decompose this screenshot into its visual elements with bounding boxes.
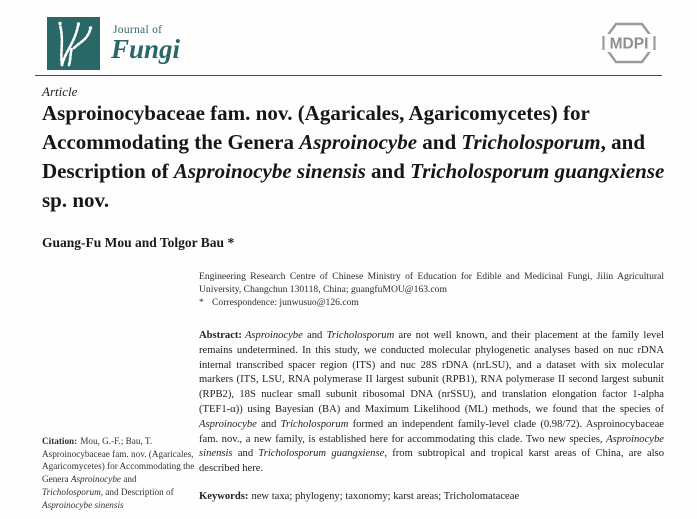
citation-block bbox=[42, 435, 198, 511]
abstract-segment: are not well known, and their placement at the family level remains undetermined. In this study, we conducted molecular phylogenetic analyses based on nuc rDNA internal transcribed spacer region (ITS) and nuc 28S rDNA (nrLSU), and a dataset with six molecular markers (ITS, LSU, RNA polymerase II largest subunit (RPB1), RNA polymerase II second largest subunit (RPB2), 18S nuclear small subunit ribosomal DNA (nrSSU), and translation elongation factor 1-alpha (TEF1-α)) using Bayesian (BA) and Maximum Likelihood (ML) methods, we found that the species of bbox=[199, 330, 664, 415]
abstract-segment: Tricholosporum bbox=[326, 330, 395, 341]
paper-title bbox=[42, 99, 668, 215]
abstract-segment: Tricholosporum guangxiense bbox=[258, 448, 385, 460]
title-segment: Asproinocybaceae fam. nov. (Agaricales, Agaricomycetes) for Accommodating the Genera bbox=[42, 101, 590, 154]
abstract-segment: Tricholosporum bbox=[280, 418, 349, 430]
keywords-label: Keywords: bbox=[199, 491, 249, 502]
abstract-paragraph bbox=[199, 329, 664, 477]
title-segment: Tricholosporum bbox=[461, 130, 601, 154]
journal-logo-icon bbox=[47, 17, 100, 70]
authors-line: Guang-Fu Mou and Tolgor Bau * bbox=[42, 235, 235, 250]
title-segment: and bbox=[417, 130, 462, 154]
affiliation-block bbox=[199, 270, 664, 309]
abstract-segment: Asproinocybe bbox=[199, 418, 257, 430]
citation-segment: Mou, G.-F.; Bau, T. Asproinocybaceae fam. nov. (Agaricales, Agaricomycetes) for Accommodating the Genera bbox=[42, 436, 195, 485]
journal-name: Fungi bbox=[111, 34, 181, 64]
abstract-label: Abstract: bbox=[199, 330, 242, 341]
correspondence-text: Correspondence: junwusuo@126.com bbox=[212, 297, 359, 308]
title-segment: , and Description of bbox=[42, 130, 645, 183]
abstract-segment: and bbox=[302, 330, 327, 341]
abstract-segment: , from subtropical and tropical karst areas of China, are also described here. bbox=[199, 448, 665, 475]
correspondence-line bbox=[199, 296, 664, 309]
citation-label: Citation: bbox=[42, 436, 78, 446]
title-segment: Asproinocybe bbox=[299, 130, 418, 154]
abstract-segment: and bbox=[232, 448, 259, 460]
correspondence-marker: * bbox=[199, 297, 204, 308]
abstract-segment: Asproinocybe sinensis bbox=[199, 433, 664, 460]
title-segment: Asproinocybe sinensis bbox=[173, 159, 366, 183]
citation-segment: , and Description of bbox=[100, 486, 174, 497]
abstract-segment: Asproinocybe bbox=[244, 330, 303, 341]
article-type-label: Article bbox=[42, 84, 78, 99]
citation-segment: Asproinocybe sinensis bbox=[42, 499, 124, 510]
svg-text:MDPI: MDPI bbox=[609, 35, 649, 53]
affiliation-line: Engineering Research Centre of Chinese Ministry of Education for Edible and Medicinal Fungi, Jilin Agricultural University, Changchun 130118, China; guangfuMOU@163.com bbox=[199, 271, 664, 295]
title-segment: sp. nov. bbox=[42, 188, 110, 212]
abstract-segment: and bbox=[256, 418, 281, 430]
citation-segment: and bbox=[121, 474, 137, 485]
title-segment: and bbox=[365, 159, 411, 183]
citation-segment: Asproinocybe bbox=[70, 474, 122, 485]
header-divider bbox=[35, 75, 662, 76]
keywords-line bbox=[199, 490, 664, 505]
citation-segment: Tricholosporum bbox=[42, 486, 101, 497]
mdpi-logo-icon bbox=[596, 20, 662, 66]
abstract-segment: formed an independent family-level clade (0.98/72). Asproinocybaceae fam. nov., a new family, is established here for accommodating this clade. Two new species, bbox=[199, 418, 665, 445]
title-segment: Tricholosporum guangxiense bbox=[410, 159, 665, 183]
keywords-text: new taxa; phylogeny; taxonomy; karst areas; Tricholomataceae bbox=[251, 491, 520, 502]
journal-name-top: Journal of bbox=[113, 24, 163, 36]
